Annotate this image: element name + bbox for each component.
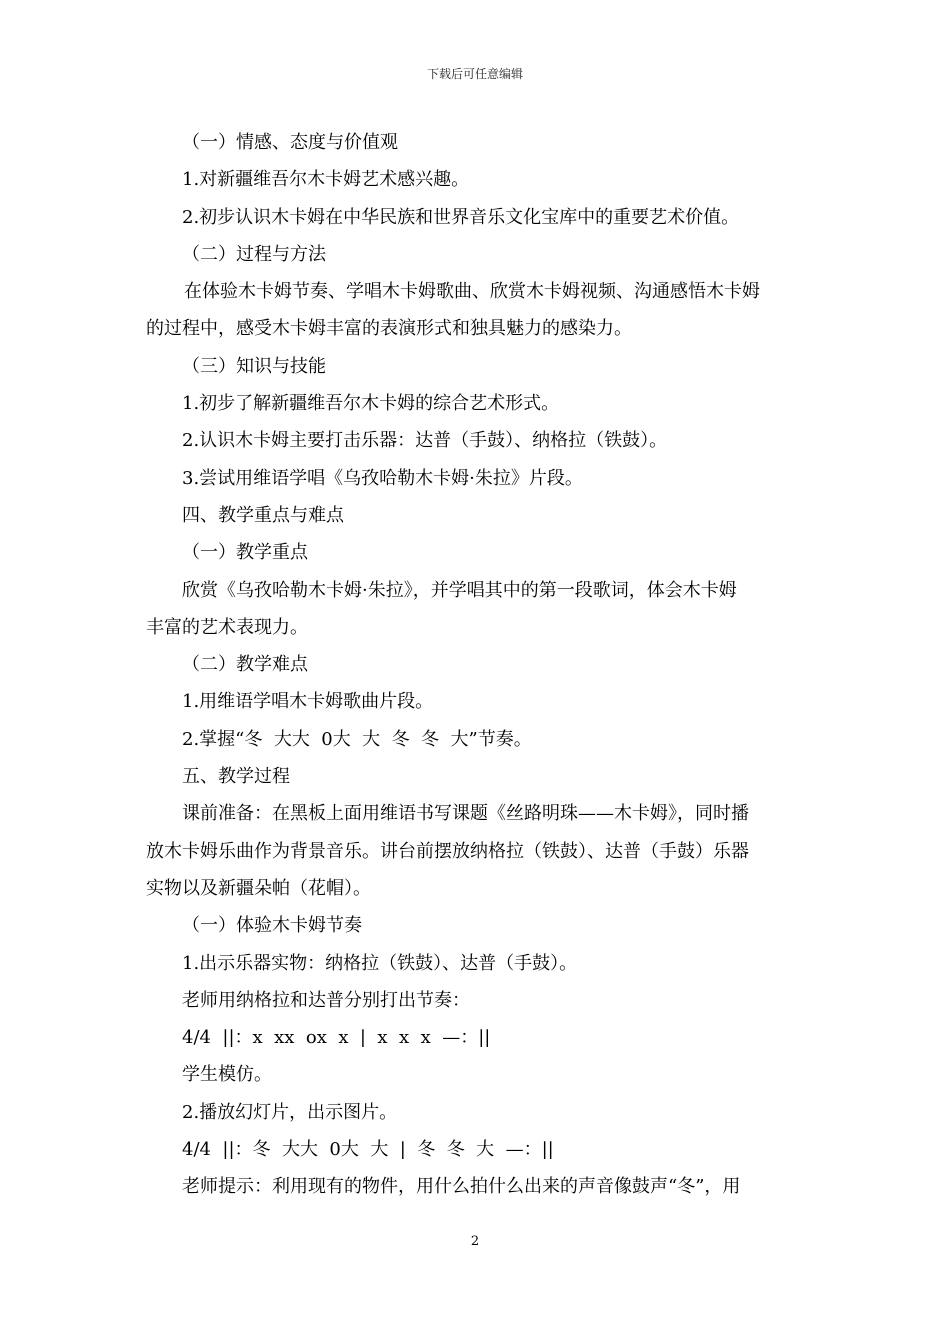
rhythm-notation: 4/4 ||：x xx ox x | x x x —：|| <box>182 1027 491 1049</box>
heading-knowledge-skills: （三）知识与技能 <box>182 355 326 377</box>
paragraph-line: 2.初步认识木卡姆在中华民族和世界音乐文化宝库中的重要艺术价值。 <box>182 206 740 228</box>
paragraph-line: 在体验木卡姆节奏、学唱木卡姆歌曲、欣赏木卡姆视频、沟通感悟木卡姆 <box>184 281 760 303</box>
document-body <box>146 124 808 1206</box>
paragraph-line: 1.初步了解新疆维吾尔木卡姆的综合艺术形式。 <box>182 393 560 415</box>
paragraph-line: 学生模仿。 <box>182 1064 272 1086</box>
heading-key-points-difficulties: 四、教学重点与难点 <box>182 504 344 526</box>
heading-experience-rhythm: （一）体验木卡姆节奏 <box>182 915 362 937</box>
heading-difficulties: （二）教学难点 <box>182 654 308 676</box>
paragraph-line: 丰富的艺术表现力。 <box>146 616 308 638</box>
page-header: 下载后可任意编辑 <box>426 67 523 81</box>
paragraph-line: 放木卡姆乐曲作为背景音乐。讲台前摆放纳格拉（铁鼓）、达普（手鼓）乐器 <box>146 840 749 862</box>
paragraph-line: 欣赏《乌孜哈勒木卡姆·朱拉》，并学唱其中的第一段歌词，体会木卡姆 <box>182 579 737 601</box>
rhythm-notation: 4/4 ||：冬 大大 0大 大 | 冬 冬 大 —：|| <box>182 1139 554 1161</box>
paragraph-line: 1.用维语学唱木卡姆歌曲片段。 <box>182 691 434 713</box>
paragraph-line: 课前准备：在黑板上面用维语书写课题《丝路明珠——木卡姆》，同时播 <box>182 803 749 825</box>
paragraph-line: 老师提示：利用现有的物件，用什么拍什么出来的声音像鼓声“冬”，用 <box>182 1176 741 1198</box>
paragraph-line: 2.认识木卡姆主要打击乐器：达普（手鼓）、纳格拉（铁鼓）。 <box>182 430 668 452</box>
paragraph-line: 3.尝试用维语学唱《乌孜哈勒木卡姆·朱拉》片段。 <box>182 467 583 489</box>
heading-teaching-process: 五、教学过程 <box>182 766 290 788</box>
paragraph-line: 2.播放幻灯片，出示图片。 <box>182 1101 398 1123</box>
heading-key-points: （一）教学重点 <box>182 542 308 564</box>
paragraph-line: 老师用纳格拉和达普分别打出节奏： <box>182 989 470 1011</box>
paragraph-line: 实物以及新疆朵帕（花帽）。 <box>146 877 371 899</box>
paragraph-line: 1.对新疆维吾尔木卡姆艺术感兴趣。 <box>182 169 470 191</box>
paragraph-line: 2.掌握“冬 大大 0大 大 冬 冬 大”节奏。 <box>182 728 532 750</box>
heading-emotion-attitude-values: （一）情感、态度与价值观 <box>182 132 398 153</box>
heading-process-methods: （二）过程与方法 <box>182 243 326 265</box>
paragraph-line: 的过程中，感受木卡姆丰富的表演形式和独具魅力的感染力。 <box>146 318 632 340</box>
page-number: 2 <box>470 1234 480 1249</box>
paragraph-line: 1.出示乐器实物：纳格拉（铁鼓）、达普（手鼓）。 <box>182 952 578 974</box>
